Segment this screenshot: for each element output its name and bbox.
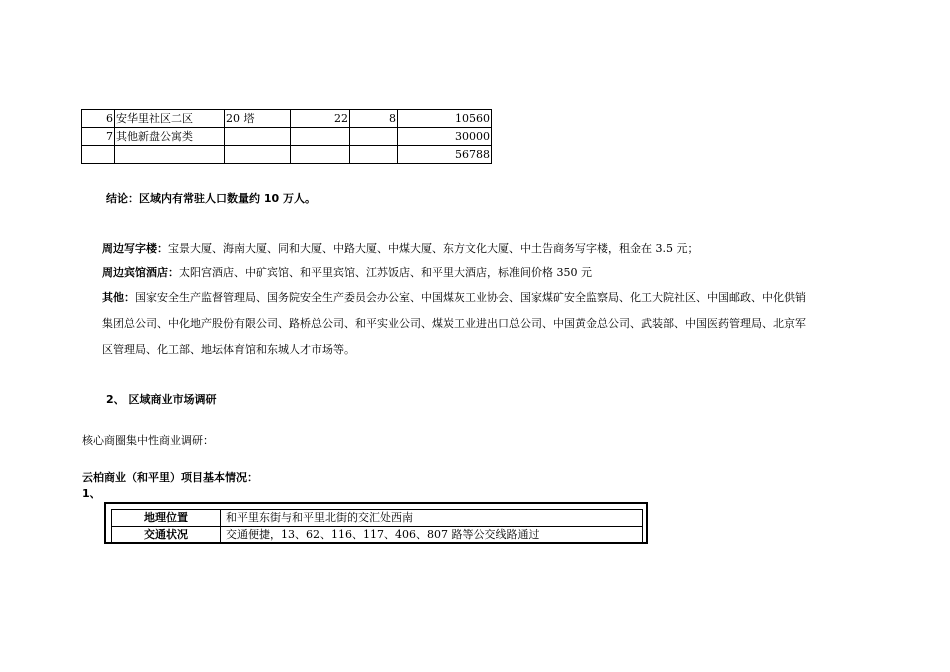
project-info-table [111, 509, 643, 544]
info-value: 交通便捷，13、62、116、117、406、807 路等公交线路通过 [221, 527, 643, 544]
cell-name: 安华里社区二区 [115, 110, 225, 128]
cell-population: 30000 [398, 128, 492, 146]
cell-units: 8 [350, 110, 398, 128]
cell-no [82, 146, 115, 164]
section-2-heading: 2、 区域商业市场调研 [106, 393, 217, 406]
other-line-1: 国家安全生产监督管理局、国务院安全生产委员会办公室、中国煤灰工业协会、国家煤矿安全监察局、化工大院社区、中国邮政、中化供销 [135, 291, 806, 304]
cell-type [225, 146, 291, 164]
cell-no: 6 [82, 110, 115, 128]
cell-units [350, 146, 398, 164]
info-value: 和平里东街与和平里北街的交汇处西南 [221, 510, 643, 527]
population-table [81, 109, 492, 164]
info-label: 地理位置 [112, 510, 221, 527]
conclusion: 结论：区域内有常驻人口数量约 10 万人。 [106, 192, 316, 205]
hotel-text: 太阳宫酒店、中矿宾馆、和平里宾馆、江苏饭店、和平里大酒店，标准间价格 350 元 [179, 266, 592, 279]
cell-floors [291, 146, 350, 164]
core-research-line: 核心商圈集中性商业调研： [82, 434, 214, 447]
project-title: 云柏商业（和平里）项目基本情况： [82, 471, 258, 484]
table-row [82, 128, 492, 146]
cell-name: 其他新盘公寓类 [115, 128, 225, 146]
item-number: 1、 [82, 487, 101, 500]
info-label: 交通状况 [112, 527, 221, 544]
other-label: 其他： [102, 291, 135, 304]
cell-population: 56788 [398, 146, 492, 164]
table-row [112, 527, 643, 544]
cell-no: 7 [82, 128, 115, 146]
cell-population: 10560 [398, 110, 492, 128]
other-line-3: 区管理局、化工部、地坛体育馆和东城人才市场等。 [102, 343, 355, 356]
other-paragraph [102, 285, 872, 363]
table-row [82, 146, 492, 164]
office-label: 周边写字楼： [102, 242, 168, 255]
other-line-2: 集团总公司、中化地产股份有限公司、路桥总公司、和平实业公司、煤炭工业进出口总公司、中国黄金总公司、武装部、中国医药管理局、北京军 [102, 317, 806, 330]
hotel-paragraph [102, 260, 872, 286]
table-row [112, 510, 643, 527]
cell-name [115, 146, 225, 164]
cell-floors [291, 128, 350, 146]
cell-type: 20 塔 [225, 110, 291, 128]
cell-floors: 22 [291, 110, 350, 128]
project-info-box [104, 502, 648, 544]
cell-type [225, 128, 291, 146]
table-row [82, 110, 492, 128]
cell-units [350, 128, 398, 146]
office-text: 宝景大厦、海南大厦、同和大厦、中路大厦、中煤大厦、东方文化大厦、中土告商务写字楼，租金在 3.5 元； [168, 242, 699, 255]
office-paragraph [102, 236, 872, 262]
hotel-label: 周边宾馆酒店： [102, 266, 179, 279]
